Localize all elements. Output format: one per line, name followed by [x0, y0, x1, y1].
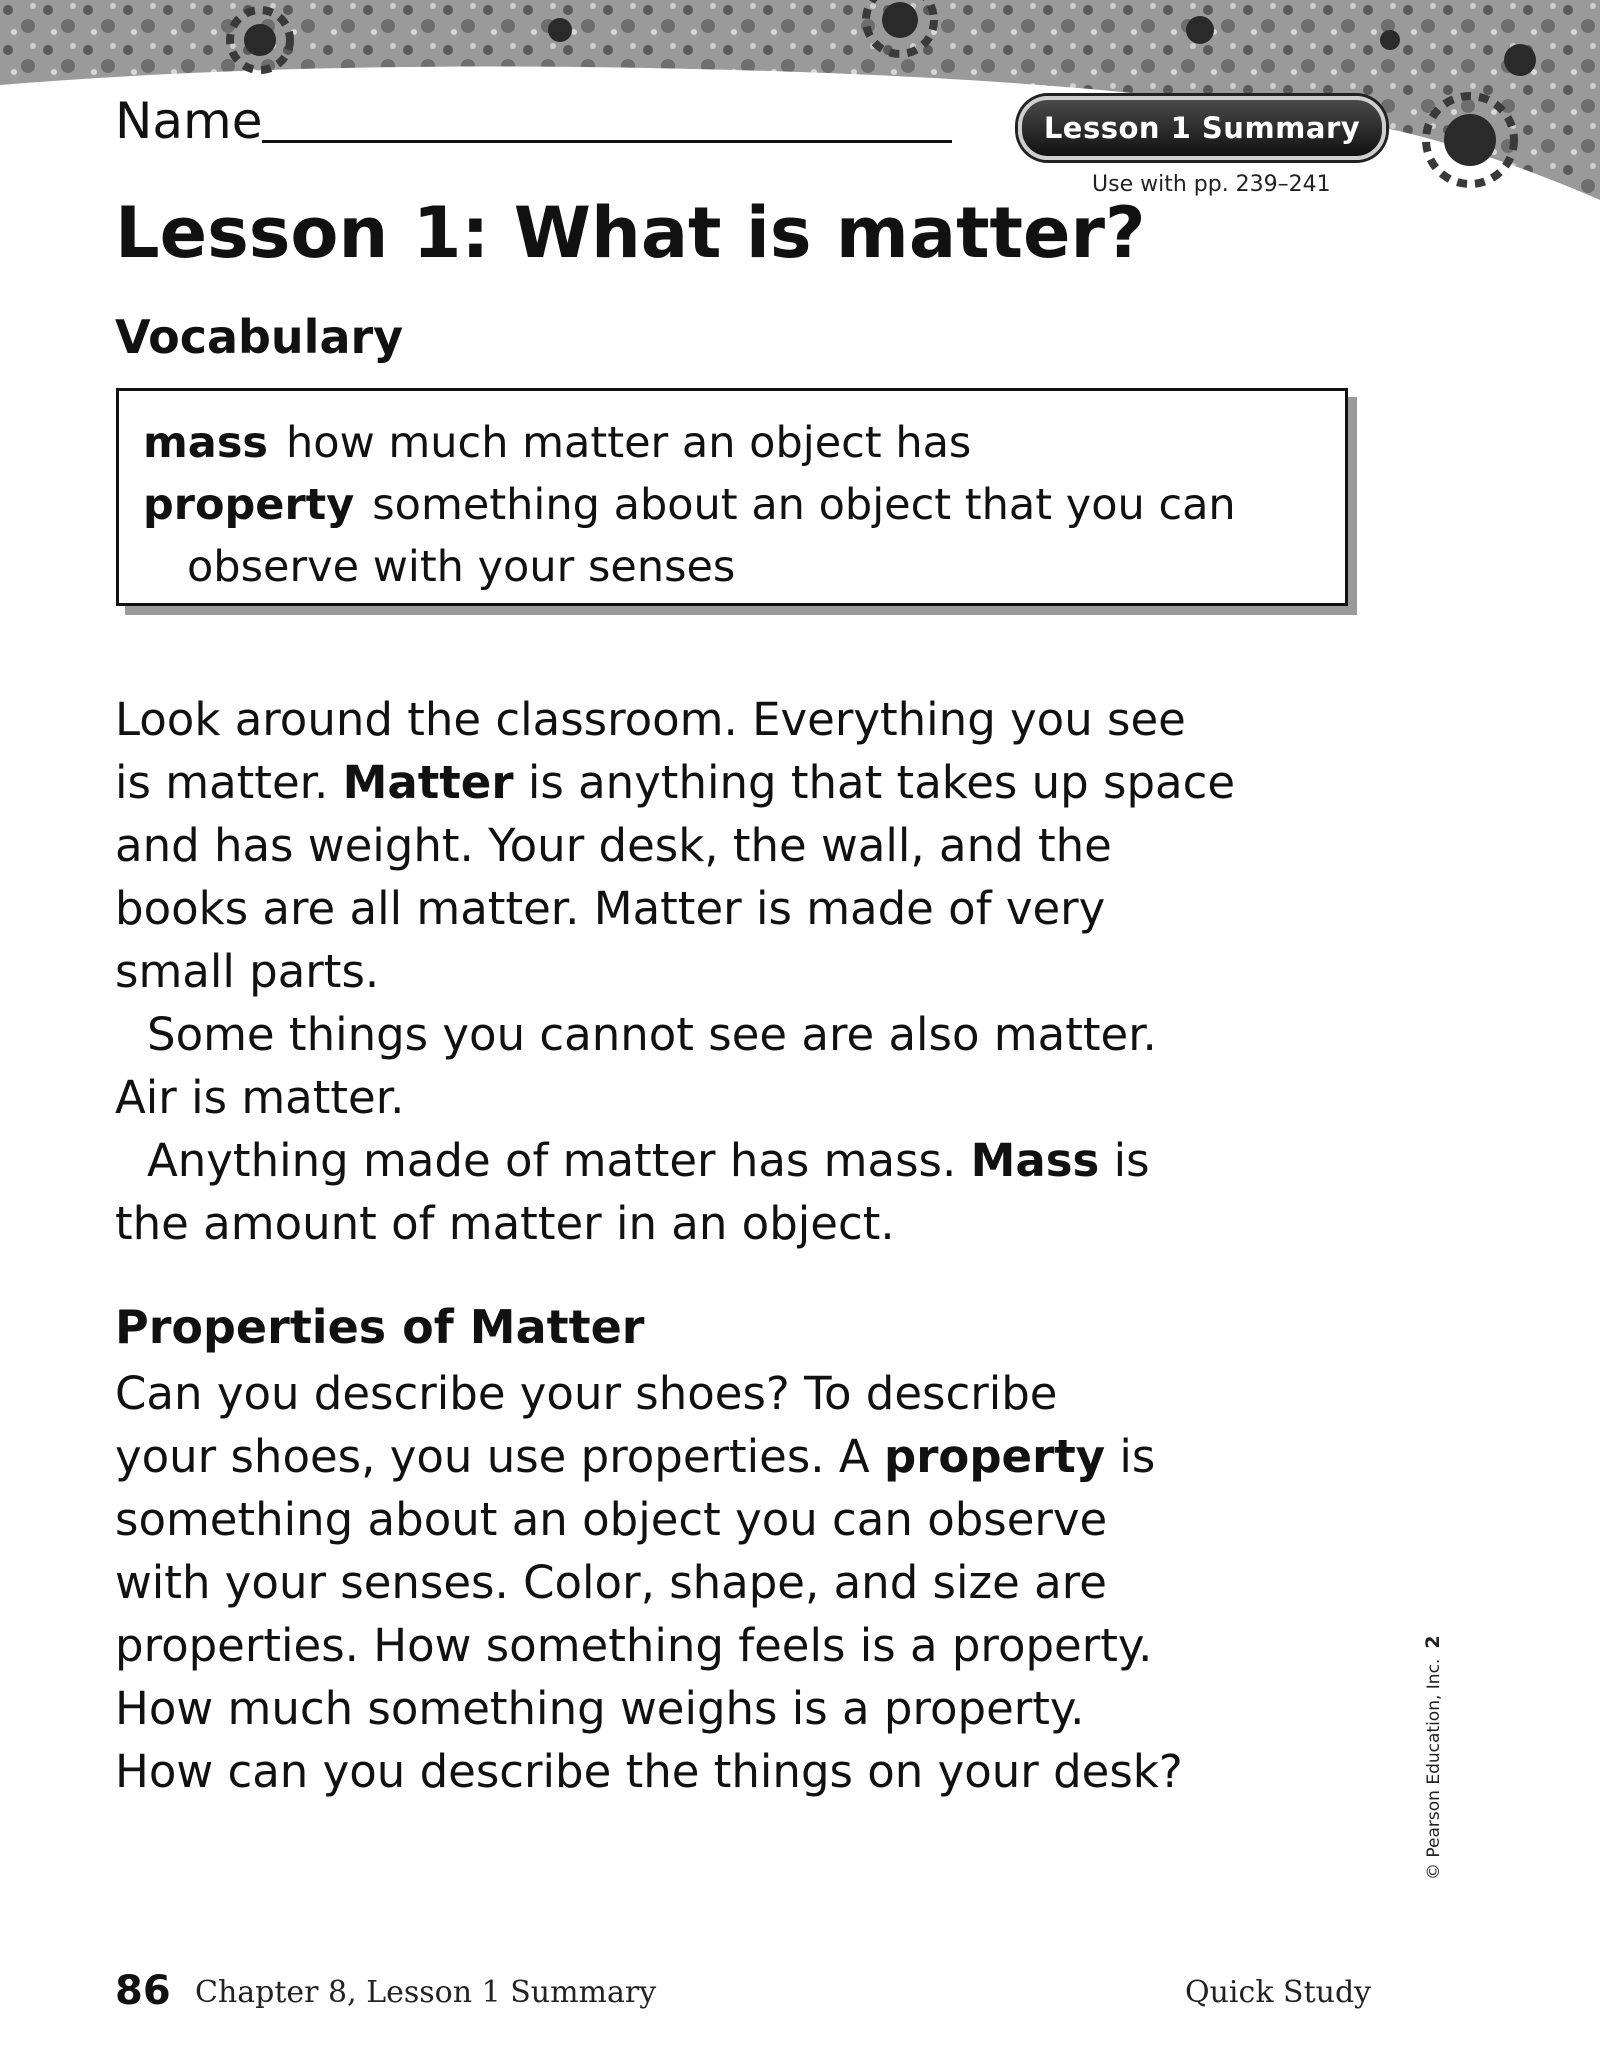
footer-chapter: Chapter 8, Lesson 1 Summary [195, 1975, 657, 2010]
properties-heading: Properties of Matter [115, 1300, 645, 1354]
copyright-text: © Pearson Education, Inc. [1424, 1658, 1444, 1880]
vocab-definition: how much matter an object has [286, 418, 972, 468]
text-line: books are all matter. Matter is made of very [115, 882, 1106, 935]
vocab-term: mass [143, 418, 269, 468]
text-line: How much something weighs is a property. [115, 1682, 1085, 1735]
vocabulary-box [116, 388, 1348, 606]
text-line: How can you describe the things on your desk? [115, 1745, 1183, 1798]
page-reference: Use with pp. 239–241 [1092, 172, 1331, 197]
name-blank-line[interactable] [262, 140, 952, 143]
vocab-entry-property [143, 475, 1236, 535]
text-line: your shoes, you use properties. A property is [115, 1430, 1156, 1483]
copyright-note [1422, 1635, 1444, 1880]
text-line: small parts. [115, 945, 380, 998]
text-line: Look around the classroom. Everything you see [115, 693, 1186, 746]
bold-term-matter: Matter [342, 756, 514, 809]
text-line: Anything made of matter has mass. Mass is [147, 1134, 1150, 1187]
vocabulary-heading: Vocabulary [115, 310, 404, 364]
grade-number: 2 [1422, 1635, 1444, 1649]
text-line: Some things you cannot see are also matter. [147, 1008, 1157, 1061]
vocab-definition-continuation: observe with your senses [187, 542, 736, 592]
text-line: Air is matter. [115, 1071, 405, 1124]
page-title: Lesson 1: What is matter? [115, 192, 1146, 274]
text-line: is matter. Matter is anything that takes up space [115, 756, 1236, 809]
text-line: the amount of matter in an object. [115, 1197, 895, 1250]
text-line: with your senses. Color, shape, and size are [115, 1556, 1107, 1609]
lesson-summary-tab-label: Lesson 1 Summary [1043, 111, 1361, 145]
text-line: something about an object you can observe [115, 1493, 1108, 1546]
vocab-entry-mass [143, 413, 971, 473]
page-number: 86 [115, 1968, 171, 2014]
intro-text [115, 688, 1235, 1255]
properties-text [115, 1362, 1183, 1803]
name-label: Name [115, 92, 263, 150]
vocab-term: property [143, 480, 355, 530]
text-line: properties. How something feels is a property. [115, 1619, 1153, 1672]
footer-quick-study: Quick Study [1185, 1975, 1372, 2010]
text-line: and has weight. Your desk, the wall, and the [115, 819, 1112, 872]
text-line: Can you describe your shoes? To describe [115, 1367, 1058, 1420]
bold-term-property: property [884, 1430, 1106, 1483]
vocab-definition: something about an object that you can [372, 480, 1236, 530]
lesson-summary-tab [1018, 96, 1386, 160]
bold-term-mass: Mass [970, 1134, 1100, 1187]
